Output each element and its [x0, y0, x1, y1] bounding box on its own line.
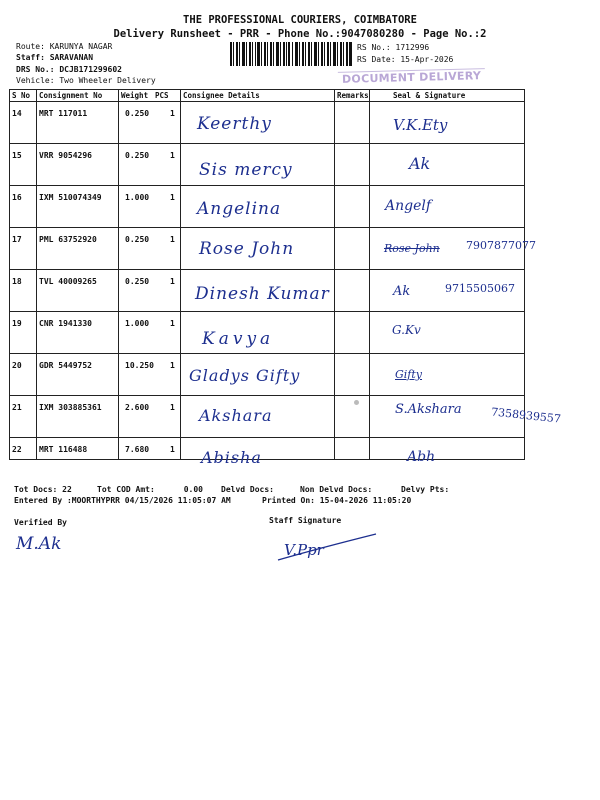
- row-pcs: 1: [170, 403, 175, 412]
- rs-date: RS Date: 15-Apr-2026: [357, 55, 454, 64]
- row-sno: 21: [12, 403, 22, 412]
- vehicle-label: Vehicle: Two Wheeler Delivery: [16, 76, 156, 85]
- row-signature: Angelf: [385, 198, 432, 214]
- verified-by-label: Verified By: [14, 518, 67, 527]
- barcode-icon: [230, 42, 352, 66]
- printed-on: Printed On: 15-04-2026 11:05:20: [262, 496, 412, 505]
- col-sno: S No: [12, 91, 31, 100]
- row-weight: 0.250: [125, 235, 150, 244]
- staff-signature: V.Ppr: [284, 541, 324, 559]
- row-sno: 20: [12, 361, 22, 370]
- row-signature: G.Kv: [392, 323, 421, 337]
- row-sno: 18: [12, 277, 22, 286]
- drs-number: DRS No.: DCJB171299602: [16, 65, 122, 74]
- smudge-dot: [354, 400, 359, 405]
- row-signature: Rose John: [384, 242, 440, 255]
- row-signature: S.Akshara: [395, 402, 462, 417]
- table-row: [9, 186, 523, 227]
- col-consignment: Consignment No: [39, 91, 103, 100]
- table-row: [9, 354, 523, 395]
- row-consignee-handwriting: Kavya: [202, 329, 275, 349]
- row-signature: Gifty: [395, 368, 423, 381]
- signature-stroke-icon: [276, 530, 380, 564]
- row-weight: 0.250: [125, 277, 150, 286]
- row-sno: 17: [12, 235, 22, 244]
- row-consignment: MRT 117011: [39, 109, 88, 118]
- row-signature: Abh: [407, 449, 436, 465]
- row-pcs: 1: [170, 235, 175, 244]
- table-row: [9, 228, 536, 269]
- row-weight: 10.250: [125, 361, 154, 370]
- row-pcs: 1: [170, 319, 175, 328]
- table-row: [9, 438, 523, 479]
- row-phone: 7358939557: [490, 405, 562, 426]
- table-row: [9, 102, 523, 143]
- row-consignment: CNR 1941330: [39, 319, 92, 328]
- row-consignee-handwriting: Gladys Gifty: [189, 366, 301, 385]
- row-pcs: 1: [170, 277, 175, 286]
- row-pcs: 1: [170, 193, 175, 202]
- rs-number: RS No.: 1712996: [357, 43, 430, 52]
- entered-by: Entered By :MOORTHYPRR 04/15/2026 11:05:07 AM: [14, 496, 231, 505]
- row-consignee-handwriting: Abisha: [201, 448, 262, 467]
- row-phone: 7907877077: [466, 239, 536, 252]
- col-consignee: Consignee Details: [183, 91, 260, 100]
- row-weight: 0.250: [125, 151, 150, 160]
- verifier-signature: M.Ak: [16, 534, 62, 554]
- row-pcs: 1: [170, 109, 175, 118]
- row-weight: 2.600: [125, 403, 150, 412]
- table-row: [9, 270, 523, 311]
- row-signature: Ak: [393, 284, 411, 299]
- non-delivered-docs: Non Delvd Docs:: [300, 485, 373, 494]
- row-consignee-handwriting: Angelina: [197, 199, 282, 219]
- row-signature: V.K.Ety: [393, 116, 448, 134]
- row-sno: 22: [12, 445, 22, 454]
- row-sno: 15: [12, 151, 22, 160]
- row-phone: 9715505067: [445, 282, 515, 295]
- route-label: Route: KARUNYA NAGAR: [16, 42, 113, 51]
- col-weight: Weight: [121, 91, 149, 100]
- total-cod-amount: Tot COD Amt: 0.00: [97, 485, 203, 494]
- row-signature: Ak: [409, 154, 431, 173]
- row-sno: 16: [12, 193, 22, 202]
- row-consignment: MRT 116488: [39, 445, 88, 454]
- row-weight: 0.250: [125, 109, 150, 118]
- runsheet-subtitle: Delivery Runsheet - PRR - Phone No.:9047080280 - Page No.:2: [113, 28, 487, 40]
- row-pcs: 1: [170, 361, 175, 370]
- col-remarks: Remarks: [337, 91, 369, 100]
- total-docs: Tot Docs: 22: [14, 485, 72, 494]
- row-pcs: 1: [170, 445, 175, 454]
- row-weight: 1.000: [125, 319, 150, 328]
- table-row: [9, 396, 562, 437]
- row-sno: 19: [12, 319, 22, 328]
- delivered-docs: Delvd Docs:: [221, 485, 274, 494]
- row-weight: 1.000: [125, 193, 150, 202]
- col-pcs: PCS: [155, 91, 169, 100]
- delivery-points: Delvy Pts:: [401, 485, 450, 494]
- row-consignment: GDR 5449752: [39, 361, 92, 370]
- table-row: [9, 144, 523, 185]
- row-consignment: IXM 510074349: [39, 193, 102, 202]
- document-delivery-stamp: DOCUMENT DELIVERY: [338, 68, 486, 86]
- row-consignee-handwriting: Dinesh Kumar: [195, 284, 330, 304]
- row-weight: 7.680: [125, 445, 150, 454]
- row-consignment: TVL 40009265: [39, 277, 97, 286]
- row-pcs: 1: [170, 151, 175, 160]
- staff-label: Staff: SARAVANAN: [16, 53, 94, 62]
- row-consignee-handwriting: Akshara: [199, 406, 273, 425]
- company-title: THE PROFESSIONAL COURIERS, COIMBATORE: [183, 14, 417, 26]
- col-seal-signature: Seal & Signature: [393, 91, 466, 100]
- row-consignee-handwriting: Sis mercy: [199, 160, 293, 180]
- staff-signature-label: Staff Signature: [269, 516, 342, 525]
- row-consignee-handwriting: Rose John: [199, 239, 295, 259]
- row-sno: 14: [12, 109, 22, 118]
- row-consignee-handwriting: Keerthy: [197, 114, 272, 134]
- row-consignment: VRR 9054296: [39, 151, 92, 160]
- row-consignment: PML 63752920: [39, 235, 97, 244]
- table-row: [9, 312, 523, 353]
- row-consignment: IXM 303885361: [39, 403, 102, 412]
